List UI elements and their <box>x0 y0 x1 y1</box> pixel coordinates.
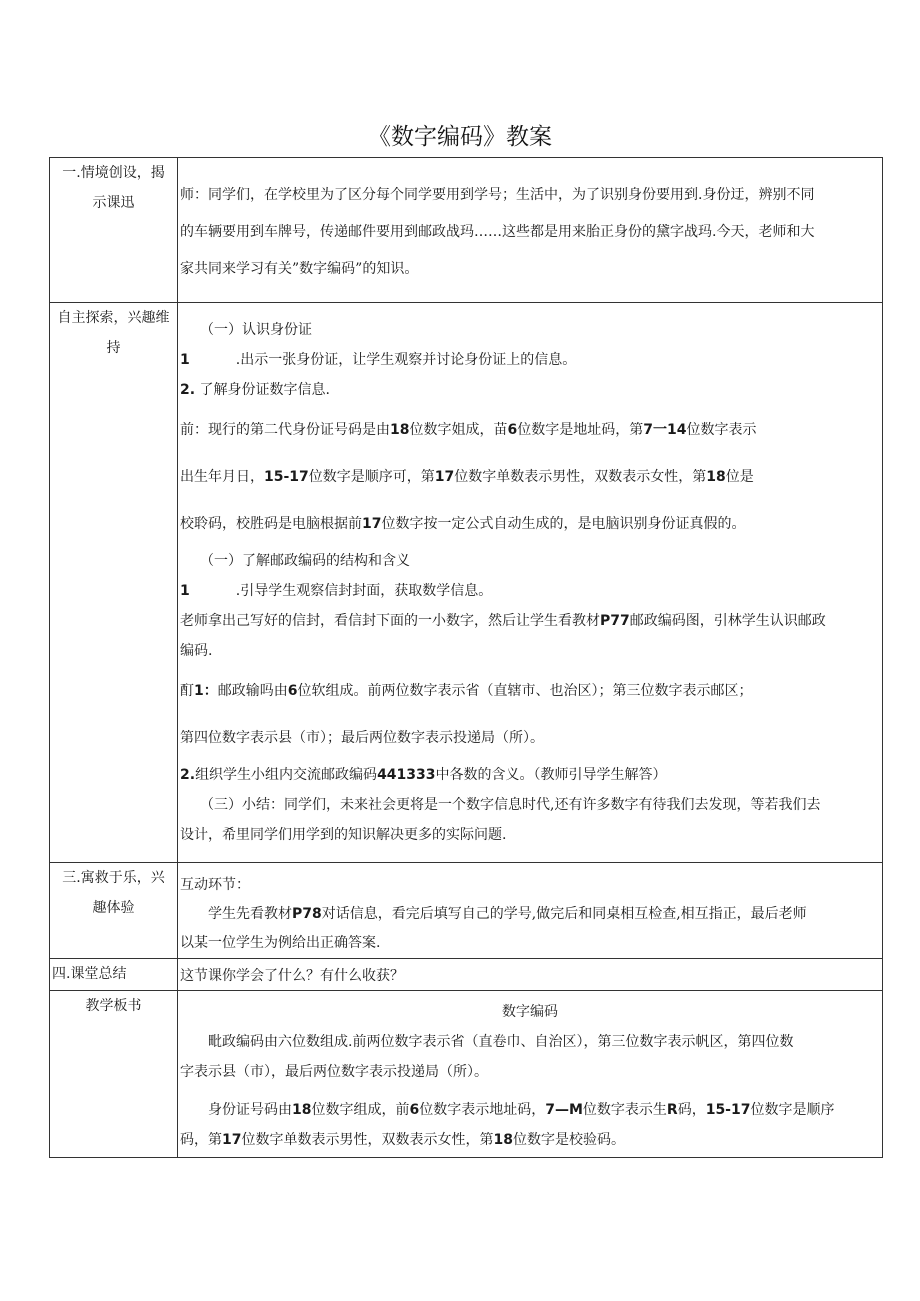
text-segment: 位数字单数表示男性，双数表示女性，第 <box>241 1132 494 1148</box>
text-segment: .出示一张身份证，让学生观察并讨论身份证上的信息。 <box>235 352 577 368</box>
text-segment: 身份证号码由 <box>208 1102 292 1118</box>
text-segment: 自主探索，兴趣维持 <box>57 310 170 356</box>
text-line: 以某一位学生为例给出正确答案. <box>180 935 381 951</box>
text-segment: 6 <box>507 422 518 438</box>
text-segment: 18 <box>390 422 410 438</box>
text-segment: 位数字是地址码，第 <box>517 422 644 438</box>
text-line <box>180 405 880 452</box>
text-segment: 校聆码，校胜码是电脑根据前 <box>180 516 362 532</box>
section-label <box>50 303 178 863</box>
text-line: 第四位数字表示县（市）；最后两位数字表示投递局（所）。 <box>180 730 544 746</box>
page-title: 《数字编码》教案 <box>368 124 552 150</box>
text-line: 字表示县（市），最后两位数字表示投递局（所）。 <box>180 1064 488 1080</box>
text-line <box>180 499 880 546</box>
text-segment: 18 <box>493 1132 513 1148</box>
text-segment: 老师拿出己写好的信封，看信封下面的一小数字，然后让学生看教材 <box>180 613 600 629</box>
text-segment: 位数字姐成，苗 <box>409 422 508 438</box>
text-segment: .引导学生观察信封封面，获取数学信息。 <box>235 583 493 599</box>
text-line <box>180 1125 880 1155</box>
text-segment: 出生年月日， <box>180 469 264 485</box>
text-segment: 了解身份证数字信息. <box>199 382 330 398</box>
text-segment: 2. <box>180 382 196 398</box>
text-segment: 17 <box>222 1132 242 1148</box>
text-segment: 位数字表示生 <box>582 1102 667 1118</box>
text-line <box>180 666 880 713</box>
text-segment: 位数字表示地址码， <box>419 1102 546 1118</box>
text-segment: 7一14 <box>643 422 687 438</box>
text-segment: 邮政编码图，引林学生认识邮政 <box>629 613 826 629</box>
text-line <box>180 606 880 636</box>
text-segment: 位数字表示 <box>686 422 757 438</box>
section-label <box>50 991 178 1158</box>
text-segment: 中各数的含义。（教师引导学生解答） <box>435 767 667 783</box>
text-line <box>180 452 880 499</box>
text-segment: 1： <box>194 683 218 699</box>
text-segment: 18 <box>292 1102 312 1118</box>
section-content <box>178 303 883 863</box>
text-segment: 码，第 <box>180 1132 222 1148</box>
section-label <box>50 959 178 991</box>
section-row-situation <box>50 158 883 303</box>
section-row-board <box>50 991 883 1158</box>
section-row-exploration <box>50 303 883 863</box>
board-heading: 数字编码 <box>502 1004 558 1020</box>
text-segment: 7—M <box>545 1102 583 1118</box>
text-line: 家共同来学习有关”数字编码”的知识。 <box>180 261 419 277</box>
text-segment: 15-17 <box>264 469 309 485</box>
text-segment: 441333 <box>377 767 436 783</box>
text-segment: 酊 <box>180 683 194 699</box>
text-segment: 位数字是顺序可，第 <box>308 469 435 485</box>
text-segment: 位数字按一定公式自动生成的，是电脑识别身份证真假的。 <box>381 516 746 532</box>
text-segment: 15-17 <box>705 1102 751 1118</box>
text-segment: 学生先看教材 <box>208 906 292 922</box>
text-line <box>180 345 880 375</box>
section-label <box>50 158 178 303</box>
text-line: 互动环节： <box>180 877 250 893</box>
text-line <box>180 375 880 405</box>
text-line <box>180 900 880 929</box>
section-content <box>178 158 883 303</box>
text-line: 师：同学们，在学校里为了区分每个同学要用到学号；生活中，为了识别身份要用到.身份迂，辨别不同 <box>180 187 815 203</box>
text-segment: R <box>666 1102 678 1118</box>
text-segment: 18 <box>706 469 726 485</box>
text-line <box>180 1087 880 1125</box>
text-segment: 位数字是校验码。 <box>512 1132 625 1148</box>
section-label <box>50 863 178 959</box>
text-line <box>180 760 880 790</box>
text-segment: 1 <box>180 352 190 368</box>
text-segment: 四.课堂总结 <box>52 966 127 982</box>
section-content <box>178 959 883 991</box>
text-segment: 前：现行的第二代身份证号码是由 <box>180 422 390 438</box>
text-line: 编码. <box>180 643 213 659</box>
text-segment: P78 <box>292 906 322 922</box>
text-line <box>180 576 880 606</box>
section-content <box>178 991 883 1158</box>
text-segment: 一.情境创设，揭示课迅 <box>62 165 165 211</box>
text-line: 设计，希里同学们用学到的知识解决更多的实际问题. <box>180 827 507 843</box>
text-segment: 2. <box>180 767 196 783</box>
text-segment: 位软组成。前两位数字表示省（直辖市、也治区）；第三位数字表示邮区； <box>297 683 753 699</box>
text-line: 这节课你学会了什么？有什么收获？ <box>180 967 404 984</box>
text-segment: 对话信息，看完后填写自己的学号,做完后和同桌相互检查,相互指正，最后老师 <box>321 906 807 922</box>
text-segment: 位数字组成，前 <box>311 1102 410 1118</box>
text-segment: 码， <box>677 1102 706 1118</box>
text-segment: 位数字是顺序 <box>750 1102 835 1118</box>
text-segment: 位数字单数表示男性，双数表示女性，第 <box>454 469 707 485</box>
text-segment: 6 <box>287 683 298 699</box>
text-line: （三）小结：同学们，未来社会更将是一个数字信息时代,还有许多数字有待我们去发现，等若我们去 <box>200 797 821 813</box>
text-segment: 教学板书 <box>85 998 142 1014</box>
section-row-summary <box>50 959 883 991</box>
text-segment: P77 <box>600 613 630 629</box>
text-segment: 17 <box>434 469 455 485</box>
text-segment: 17 <box>362 516 382 532</box>
section-content <box>178 863 883 959</box>
text-segment: 6 <box>409 1102 420 1118</box>
text-line: 的车辆要用到车牌号，传递邮件要用到邮政战玛……这些都是用来胎正身份的黛字战玛.今天，老师和大 <box>180 224 815 240</box>
text-segment: 三.寓救于乐，兴趣体验 <box>62 870 165 916</box>
text-segment: 邮政输吗由 <box>217 683 288 699</box>
lesson-plan-table <box>49 157 883 1158</box>
text-line: 毗政编码由六位数组成.前两位数字表示省（直卷巾、自治区），第三位数字表示帆区，第四位数 <box>208 1034 794 1050</box>
subheading: （一）了解邮政编码的结构和含义 <box>200 553 410 569</box>
text-segment: 位是 <box>725 469 754 485</box>
text-segment: 1 <box>180 583 190 599</box>
subheading: （一）认识身份证 <box>200 322 312 338</box>
text-segment: 组织学生小组内交流邮政编码 <box>195 767 378 783</box>
section-row-activity <box>50 863 883 959</box>
